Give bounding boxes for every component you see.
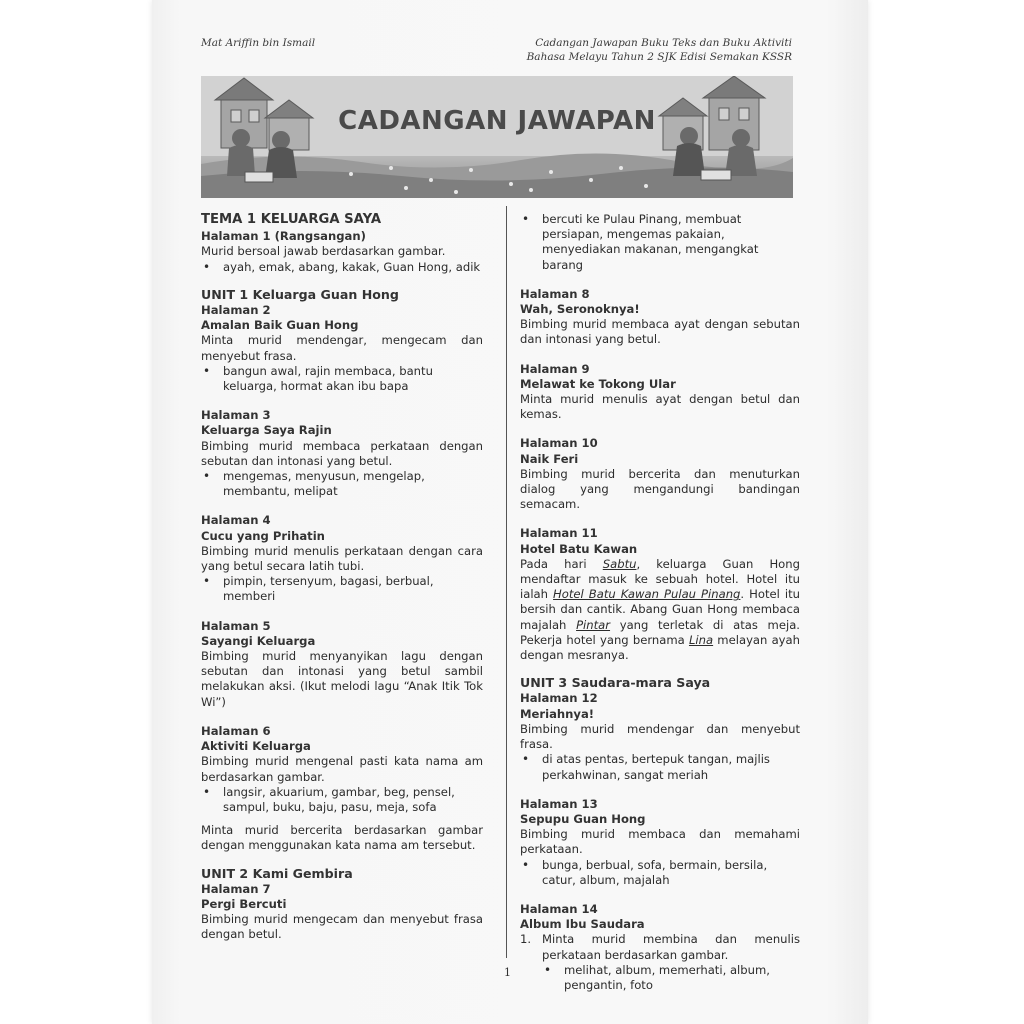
answer-text: . Hotel itu bersih dan cantik. Abang Guan Hong membaca majalah — [520, 587, 800, 632]
bullet-list — [201, 364, 483, 394]
page-heading: Halaman 4 — [201, 513, 271, 528]
section-halaman-7 — [201, 882, 483, 943]
activity-title: Pergi Bercuti — [201, 896, 287, 911]
page-heading: Halaman 14 — [520, 901, 598, 916]
left-column — [201, 212, 483, 943]
answer-blank: Pintar — [576, 617, 611, 632]
numbered-item — [520, 932, 800, 962]
unit-heading: UNIT 1 Keluarga Guan Hong — [201, 286, 399, 302]
bullet-list-continued — [520, 212, 800, 273]
answer-blank: Sabtu — [602, 556, 637, 571]
running-head-title-line1: Cadangan Jawapan Buku Teks dan Buku Aktiviti — [535, 37, 792, 49]
bullet-list — [520, 752, 800, 782]
page-heading: Halaman 10 — [520, 436, 598, 451]
bullet-list — [201, 785, 483, 815]
page-heading: Halaman 8 — [520, 286, 590, 301]
activity-title: Meriahnya! — [520, 706, 595, 721]
instruction-text: Murid bersoal jawab berdasarkan gambar. — [201, 244, 446, 259]
bullet-item: • bangun awal, rajin membaca, bantu keluarga, hormat akan ibu bapa — [201, 364, 483, 394]
section-halaman-8 — [520, 287, 800, 348]
instruction-text: Minta murid menulis ayat dengan betul dan kemas. — [520, 392, 800, 422]
instruction-text-2: Minta murid bercerita berdasarkan gambar dengan menggunakan kata nama am tersebut. — [201, 823, 483, 853]
section-halaman-1 — [201, 229, 483, 275]
page-heading: Halaman 7 — [201, 881, 271, 896]
section-halaman-11 — [520, 526, 800, 663]
page-heading: Halaman 2 — [201, 303, 271, 318]
right-column — [520, 212, 800, 993]
bullet-item: • bercuti ke Pulau Pinang, membuat persiapan, mengemas pakaian, menyediakan makanan, mengangkat barang — [520, 212, 800, 273]
bullet-list — [201, 574, 483, 604]
section-halaman-10 — [520, 436, 800, 512]
instruction-text: Bimbing murid menulis perkataan dengan cara yang betul secara latih tubi. — [201, 543, 483, 574]
page-number: 1 — [504, 966, 511, 979]
bullet-item: • langsir, akuarium, gambar, beg, pensel, sampul, buku, baju, pasu, meja, sofa — [201, 785, 483, 815]
banner-illustration — [201, 76, 793, 198]
page-heading: Halaman 13 — [520, 796, 598, 811]
bullet-list — [201, 260, 483, 275]
unit-heading: UNIT 2 Kami Gembira — [201, 865, 353, 881]
running-head-title — [527, 36, 792, 64]
section-halaman-3 — [201, 408, 483, 499]
instruction-text: Bimbing murid bercerita dan menuturkan dialog yang mengandungi bandingan semacam. — [520, 466, 800, 512]
activity-title: Album Ibu Saudara — [520, 917, 645, 932]
bullet-item: • di atas pentas, bertepuk tangan, majlis perkahwinan, sangat meriah — [520, 752, 800, 782]
answer-text: , keluarga Guan Hong mendaftar masuk ke sebuah hotel. Hotel itu ialah — [520, 556, 800, 602]
answer-text: yang terletak di atas meja. Pekerja hotel yang bernama — [520, 617, 800, 647]
bullet-item: • melihat, album, memerhati, album, pengantin, foto — [542, 963, 800, 993]
bullet-list — [520, 858, 800, 888]
instruction-text: Bimbing murid mengenal pasti kata nama am berdasarkan gambar. — [201, 754, 483, 784]
instruction-text: Minta murid mendengar, mengecam dan menyebut frasa. — [201, 333, 483, 363]
answer-blank: Lina — [688, 632, 714, 647]
activity-title: Amalan Baik Guan Hong — [201, 318, 359, 333]
page-heading: Halaman 6 — [201, 723, 271, 738]
theme-heading: TEMA 1 KELUARGA SAYA — [201, 212, 382, 227]
bullet-list — [201, 469, 483, 499]
nested-list — [520, 963, 800, 993]
activity-title: Cucu yang Prihatin — [201, 528, 325, 543]
page-heading: Halaman 11 — [520, 526, 598, 541]
activity-title: Aktiviti Keluarga — [201, 739, 311, 754]
unit-heading: UNIT 3 Saudara-mara Saya — [520, 675, 711, 691]
bullet-list — [542, 963, 800, 993]
activity-title: Melawat ke Tokong Ular — [520, 376, 676, 391]
instruction-text: Bimbing murid mendengar dan menyebut frasa. — [520, 721, 800, 752]
instruction-text: Bimbing murid mengecam dan menyebut frasa dengan betul. — [201, 912, 483, 942]
activity-title: Hotel Batu Kawan — [520, 541, 638, 556]
activity-title: Keluarga Saya Rajin — [201, 423, 332, 438]
section-halaman-4 — [201, 513, 483, 604]
answer-text: Pada hari — [520, 556, 603, 571]
answer-text: melayan ayah dengan mesranya. — [520, 632, 800, 663]
activity-title: Sayangi Keluarga — [201, 633, 316, 648]
instruction-text: Bimbing murid membaca perkataan dengan sebutan dan intonasi yang betul. — [201, 438, 483, 468]
bullet-item: • mengemas, menyusun, mengelap, membantu, melipat — [201, 469, 483, 499]
section-halaman-12 — [520, 691, 800, 782]
item-number: 1. — [520, 932, 532, 947]
activity-title: Wah, Seronoknya! — [520, 302, 640, 317]
instruction-text: Minta murid membina dan menulis perkataan berdasarkan gambar. — [542, 932, 800, 962]
page-heading: Halaman 3 — [201, 408, 271, 423]
bullet-item: • bunga, berbual, sofa, bermain, bersila, catur, album, majalah — [520, 858, 800, 888]
page-heading: Halaman 12 — [520, 691, 598, 706]
page-heading: Halaman 5 — [201, 618, 271, 633]
section-halaman-9 — [520, 362, 800, 423]
column-divider — [506, 206, 507, 958]
title-banner — [201, 76, 793, 198]
instruction-text: Bimbing murid menyanyikan lagu dengan sebutan dan intonasi yang betul sambil melakukan aksi. (Ikut melodi lagu “Anak Itik Tok Wi”) — [201, 649, 483, 709]
running-head-title-line2: Bahasa Melayu Tahun 2 SJK Edisi Semakan KSSR — [526, 51, 792, 63]
page-heading: Halaman 9 — [520, 361, 590, 376]
section-halaman-5 — [201, 619, 483, 710]
section-halaman-6 — [201, 724, 483, 854]
section-halaman-13 — [520, 797, 800, 888]
activity-title: Naik Feri — [520, 451, 579, 466]
activity-title: Sepupu Guan Hong — [520, 811, 646, 826]
running-head-author: Mat Ariffin bin Ismail — [201, 37, 316, 49]
section-halaman-14 — [520, 902, 800, 993]
instruction-text: Bimbing murid membaca dan memahami perkataan. — [520, 827, 800, 857]
section-halaman-2 — [201, 303, 483, 394]
bullet-item: • pimpin, tersenyum, bagasi, berbual, memberi — [201, 574, 483, 604]
banner-title: CADANGAN JAWAPAN — [338, 106, 656, 136]
page-heading: Halaman 1 (Rangsangan) — [201, 229, 366, 244]
instruction-text: Bimbing murid membaca ayat dengan sebutan dan intonasi yang betul. — [520, 317, 800, 347]
bullet-item: • ayah, emak, abang, kakak, Guan Hong, adik — [201, 260, 483, 275]
answer-blank: Hotel Batu Kawan Pulau Pinang — [553, 587, 741, 602]
answer-paragraph — [520, 557, 800, 663]
